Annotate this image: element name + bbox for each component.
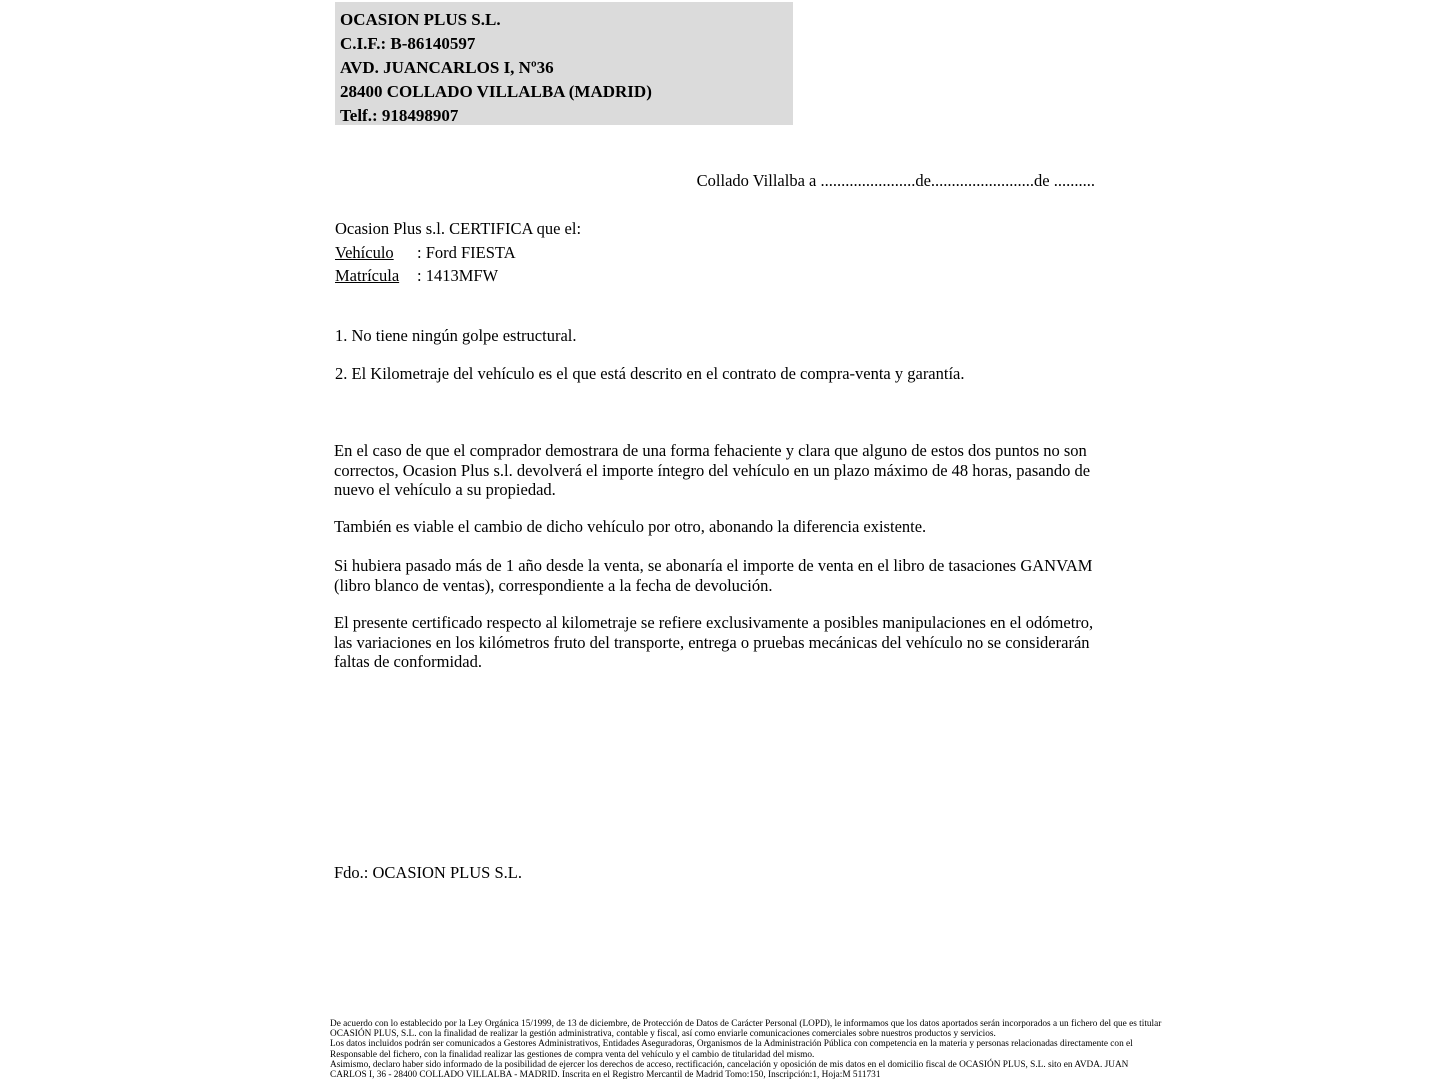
vehicle-value: : Ford FIESTA (417, 242, 516, 262)
company-address: AVD. JUANCARLOS I, Nº36 (340, 58, 554, 77)
paragraph-refund-terms: En el caso de que el comprador demostrara de una forma fehaciente y clara que alguno de estos dos puntos no son correctos, Ocasion Plus s.l. devolverá el importe íntegro del vehículo en un plazo máximo de 48 horas, pasando de nuevo el vehículo a su propiedad. (334, 441, 1091, 499)
legal-footer-line: CARLOS I, 36 - 28400 COLLADO VILLALBA - MADRID. Inscrita en el Registro Mercantil de Madrid Tomo:150, Inscripción:1, Hoja:M 511731 (330, 1070, 881, 1080)
company-header-block (335, 2, 793, 125)
plate-label: Matrícula (335, 266, 400, 285)
vehicle-label: Vehículo (335, 242, 394, 262)
legal-footer-line: OCASIÓN PLUS, S.L. con la finalidad de realizar la gestión administrativa, contable y fiscal, así como enviarle comunicaciones comerciales sobre nuestros productos y servicios. (330, 1029, 996, 1040)
paragraph-exchange-option: También es viable el cambio de dicho vehículo por otro, abonando la diferencia existente. (334, 517, 927, 536)
legal-footer-line: De acuerdo con lo establecido por la Ley Orgánica 15/1999, de 13 de diciembre, de Protección de Datos de Carácter Personal (LOPD), le informamos que los datos aportados serán incorporados a un fichero del que es titular (330, 1019, 1162, 1029)
signature-line: Fdo.: OCASION PLUS S.L. (334, 863, 522, 882)
legal-footer-line: Los datos incluidos podrán ser comunicados a Gestores Administrativos, Entidades Aseguradoras, Organismos de la Administración Pública con competencia en la materia y personas relacionadas directamente con el (330, 1039, 1133, 1050)
legal-footer-line: Asimismo, declaro haber sido informado de la posibilidad de ejercer los derechos de acceso, rectificación, cancelación y oposición de mis datos en el domicilio fiscal de OCASIÓN PLUS, S.L. sito en AVDA. JUAN (330, 1059, 1129, 1070)
legal-footer (330, 1019, 1162, 1080)
company-city: 28400 COLLADO VILLALBA (MADRID) (340, 82, 652, 101)
plate-row (335, 264, 581, 288)
vehicle-row (335, 241, 581, 265)
paragraph-odometer-disclaimer: El presente certificado respecto al kilometraje se refiere exclusivamente a posibles manipulaciones en el odómetro, las variaciones en los kilómetros fruto del transporte, entrega o pruebas mecánicas del vehículo no se considerarán faltas de conformidad. (334, 613, 1094, 671)
clause-mileage: 2. El Kilometraje del vehículo es el que está descrito en el contrato de compra-venta y garantía. (335, 364, 965, 383)
company-cif: C.I.F.: B-86140597 (340, 34, 476, 53)
paragraph-ganvam-valuation: Si hubiera pasado más de 1 año desde la venta, se abonaría el importe de venta en el libro de tasaciones GANVAM (libro blanco de ventas), correspondiente a la fecha de devolución. (334, 556, 1093, 595)
company-phone: Telf.: 918498907 (340, 106, 459, 125)
legal-footer-line: Responsable del fichero, con la finalidad realizar las gestiones de compra venta del vehículo y el cambio de titularidad del mismo. (330, 1049, 815, 1060)
date-line: Collado Villalba a .......................de.........................de .......... (696, 171, 1095, 190)
company-name: OCASION PLUS S.L. (340, 10, 501, 29)
clause-no-structural-damage: 1. No tiene ningún golpe estructural. (335, 326, 577, 345)
plate-value: : 1413MFW (417, 266, 499, 285)
certify-intro: Ocasion Plus s.l. CERTIFICA que el: (335, 219, 582, 238)
certification-block (335, 217, 581, 288)
